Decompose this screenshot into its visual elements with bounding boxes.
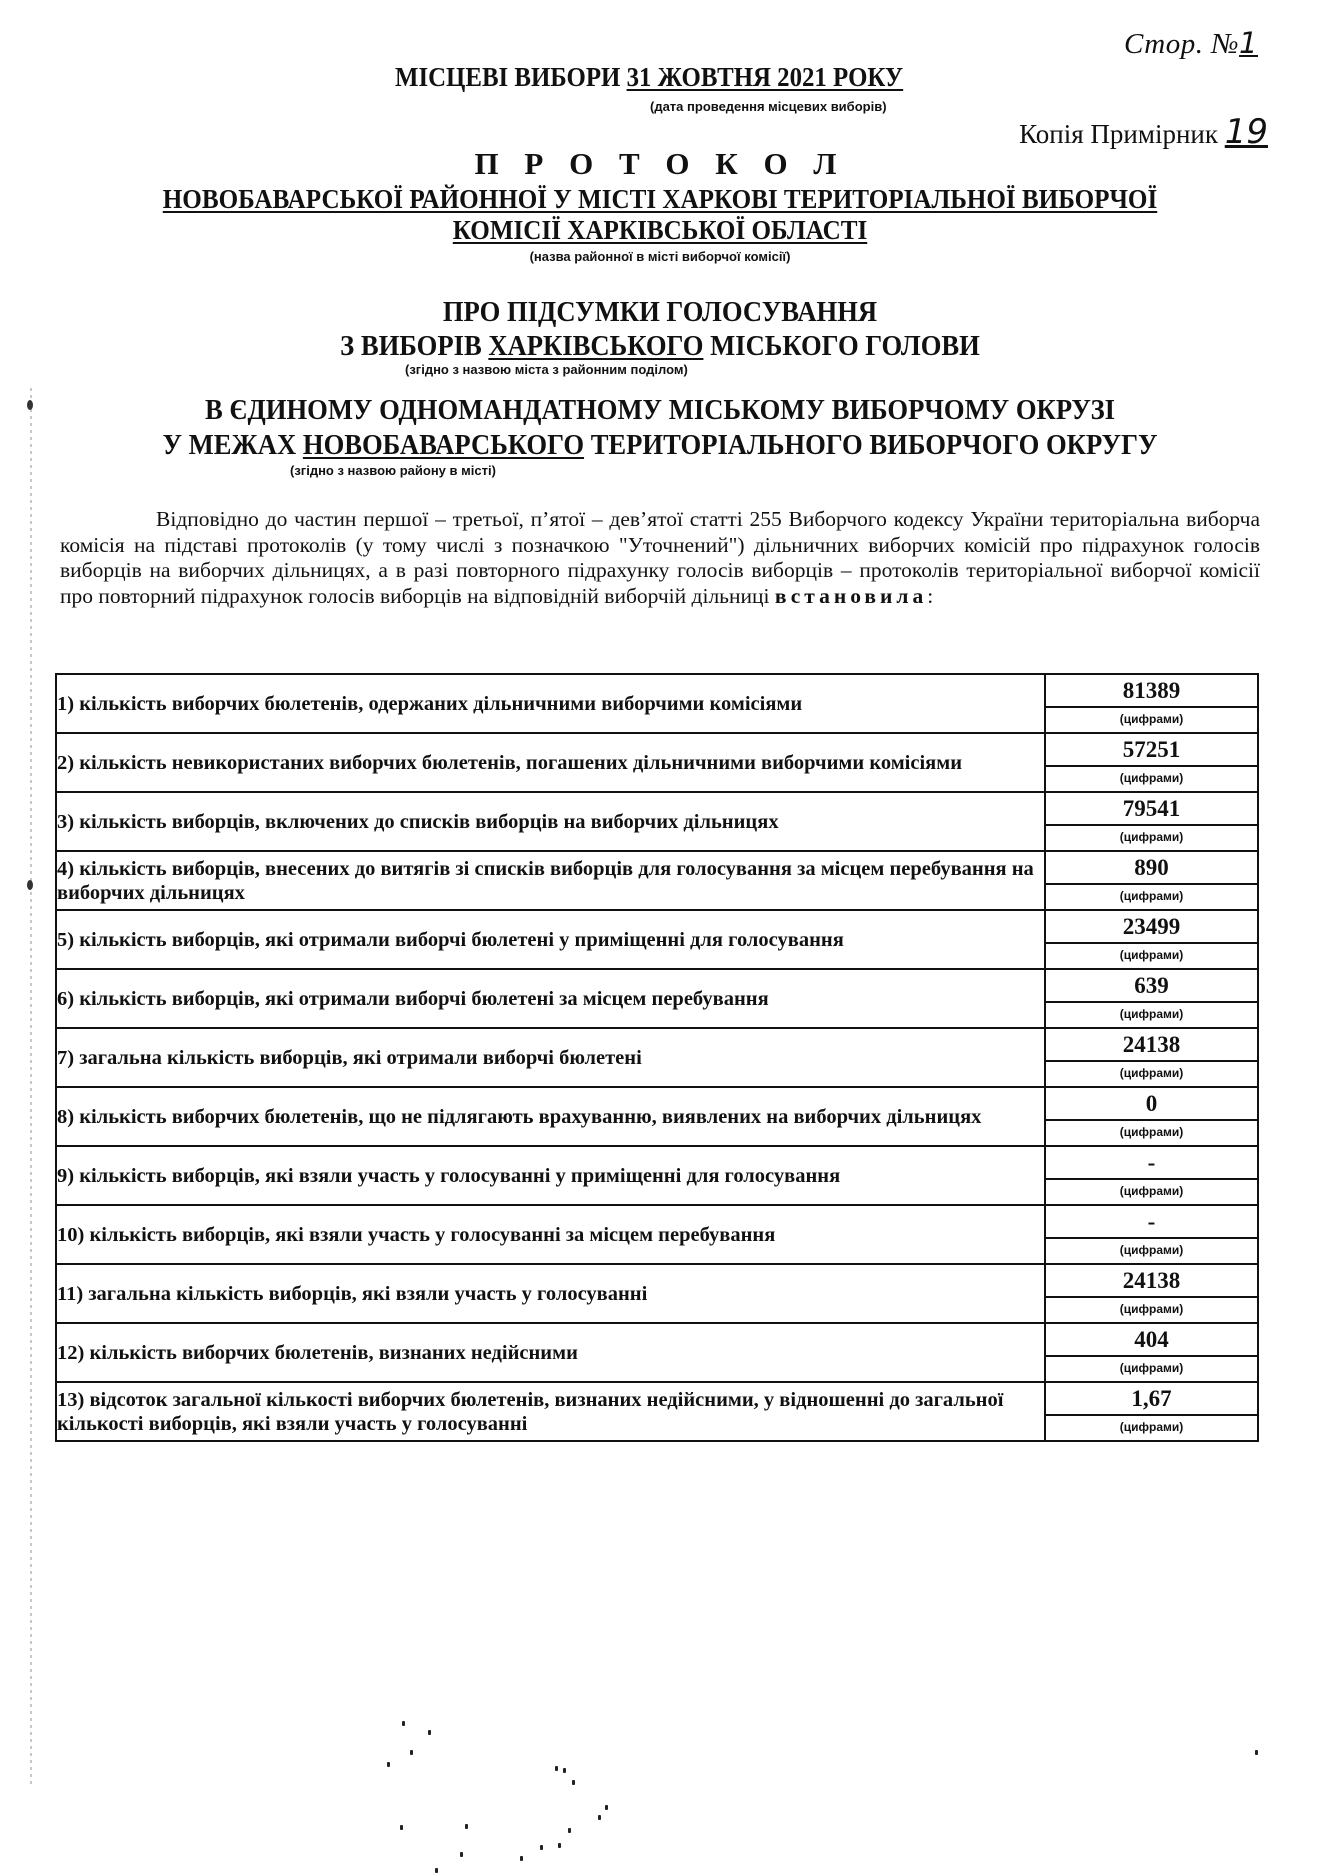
district-caption: (згідно з назвою району в місті): [290, 463, 496, 478]
row-label: 13) відсоток загальної кількості виборчих бюлетенів, визнаних недійсними, у відношенні до загальної кількості виборців, які взяли участь у голосуванні: [56, 1382, 1045, 1441]
row-unit-caption: (цифрами): [1119, 1007, 1184, 1021]
city-caption: (згідно з назвою міста з районним поділом): [405, 362, 688, 377]
row-value-cell: [1045, 1146, 1258, 1205]
row-label: 8) кількість виборчих бюлетенів, що не підлягають врахуванню, виявлених на виборчих дільницях: [56, 1087, 1045, 1146]
row-value-cell: [1045, 792, 1258, 851]
copy-number-value: 19: [1224, 112, 1268, 152]
district-heading-line2: [33, 428, 1287, 463]
commission-name: [46, 184, 1274, 246]
about-heading-line1: ПРО ПІДСУМКИ ГОЛОСУВАННЯ: [442, 297, 878, 328]
table-row: [56, 1146, 1258, 1205]
district-heading-line1: В ЄДИНОМУ ОДНОМАНДАТНОМУ МІСЬКОМУ ВИБОРЧОМУ ОКРУЗІ: [205, 395, 1115, 426]
row-label: 5) кількість виборців, які отримали виборчі бюлетені у приміщенні для голосування: [56, 910, 1045, 969]
row-unit-caption: (цифрами): [1119, 830, 1184, 844]
table-row: [56, 1382, 1258, 1441]
intro-end: :: [927, 583, 934, 608]
table-row: [56, 851, 1258, 910]
row-value: 23499: [1046, 911, 1257, 944]
scan-artifact-line: [30, 388, 32, 1788]
row-value: -: [1046, 1147, 1257, 1180]
scan-noise-speck: [387, 1762, 390, 1767]
commission-caption: (назва районної в місті виборчої комісії): [529, 249, 791, 264]
row-unit-caption: (цифрами): [1119, 1184, 1184, 1198]
row-label: 1) кількість виборчих бюлетенів, одержаних дільничними виборчими комісіями: [56, 674, 1045, 733]
row-label: 12) кількість виборчих бюлетенів, визнаних недійсними: [56, 1323, 1045, 1382]
about-prefix: З ВИБОРІВ: [340, 331, 482, 362]
scan-noise-speck: [465, 1824, 468, 1829]
table-row: [56, 969, 1258, 1028]
scan-artifact-blot: [27, 880, 33, 890]
row-label: 9) кількість виборців, які взяли участь у голосуванні у приміщенні для голосування: [56, 1146, 1045, 1205]
scan-noise-speck: [555, 1766, 558, 1771]
row-value: 404: [1046, 1324, 1257, 1357]
row-value: 81389: [1046, 675, 1257, 708]
row-label: 4) кількість виборців, внесених до витягів зі списків виборців для голосування за місцем перебування на виборчих дільницях: [56, 851, 1045, 910]
table-row: [56, 1087, 1258, 1146]
intro-text: Відповідно до частин першої – третьої, п’ятої – дев’ятої статті 255 Виборчого кодексу України територіальна виборча комісія на підставі протоколів (у тому числі з позначкою "Уточнений") дільничних виборчих комісій про підрахунок голосів виборців на виборчих дільницях, а в разі повторного підрахунку голосів виборців – протоколів територіальної виборчої комісії про повторний підрахунок голосів виборців на відповідній виборчій дільниці: [60, 507, 1260, 608]
row-value-cell: [1045, 969, 1258, 1028]
row-label: 7) загальна кількість виборців, які отримали виборчі бюлетені: [56, 1028, 1045, 1087]
scan-noise-speck: [563, 1768, 566, 1773]
row-value: 79541: [1046, 793, 1257, 826]
copy-number-label: Копія Примірник: [1019, 119, 1218, 149]
row-unit-caption: (цифрами): [1119, 712, 1184, 726]
row-label: 6) кількість виборців, які отримали виборчі бюлетені за місцем перебування: [56, 969, 1045, 1028]
page-number-label: Стор. №: [1124, 28, 1240, 60]
election-date-caption: (дата проведення місцевих виборів): [650, 99, 887, 114]
scan-noise-speck: [558, 1843, 561, 1848]
intro-paragraph: [60, 507, 1260, 609]
row-unit-caption: (цифрами): [1119, 948, 1184, 962]
scan-noise-speck: [435, 1868, 438, 1873]
elections-heading: [395, 62, 903, 93]
row-value-cell: [1045, 851, 1258, 910]
row-unit-caption: (цифрами): [1119, 1243, 1184, 1257]
table-row: [56, 674, 1258, 733]
district-suffix: ТЕРИТОРІАЛЬНОГО ВИБОРЧОГО ОКРУГУ: [590, 430, 1158, 461]
row-unit-caption: (цифрами): [1119, 1361, 1184, 1375]
row-value-cell: [1045, 674, 1258, 733]
scan-noise-speck: [428, 1730, 431, 1735]
row-value: 890: [1046, 852, 1257, 885]
elections-heading-prefix: МІСЦЕВІ ВИБОРИ: [395, 62, 621, 92]
row-value: -: [1046, 1206, 1257, 1239]
row-unit-caption: (цифрами): [1119, 1420, 1184, 1434]
scan-noise-speck: [460, 1852, 463, 1857]
table-row: [56, 1205, 1258, 1264]
table-row: [56, 1264, 1258, 1323]
row-value: 57251: [1046, 734, 1257, 767]
scan-noise-speck: [1255, 1750, 1258, 1755]
about-heading: [33, 296, 1287, 364]
row-value: 24138: [1046, 1265, 1257, 1298]
district-heading: [33, 393, 1287, 463]
scan-noise-speck: [540, 1845, 543, 1850]
row-label: 2) кількість невикористаних виборчих бюлетенів, погашених дільничними виборчими комісіями: [56, 733, 1045, 792]
protocol-title: П Р О Т О К О Л: [474, 146, 846, 181]
scan-noise-speck: [568, 1828, 571, 1833]
scan-noise-speck: [400, 1825, 403, 1830]
row-value-cell: [1045, 1028, 1258, 1087]
scan-noise-speck: [605, 1805, 608, 1810]
commission-name-line2: КОМІСІЇ ХАРКІВСЬКОЇ ОБЛАСТІ: [452, 215, 868, 245]
about-heading-line2: [33, 330, 1287, 364]
table-row: [56, 1028, 1258, 1087]
results-table: [55, 673, 1259, 1442]
row-label: 3) кількість виборців, включених до списків виборців на виборчих дільницях: [56, 792, 1045, 851]
page-number-value: 1: [1239, 26, 1258, 60]
commission-name-line1: НОВОБАВАРСЬКОЇ РАЙОННОЇ У МІСТІ ХАРКОВІ ТЕРИТОРІАЛЬНОЇ ВИБОРЧОЇ: [162, 184, 1158, 214]
scan-noise-speck: [598, 1815, 601, 1820]
row-unit-caption: (цифрами): [1119, 1125, 1184, 1139]
row-unit-caption: (цифрами): [1119, 1066, 1184, 1080]
row-value: 0: [1046, 1088, 1257, 1121]
row-value-cell: [1045, 1205, 1258, 1264]
scan-noise-speck: [520, 1856, 523, 1861]
row-value: 1,67: [1046, 1383, 1257, 1416]
city-name: ХАРКІВСЬКОГО: [488, 331, 704, 362]
row-unit-caption: (цифрами): [1119, 1302, 1184, 1316]
scan-noise-speck: [572, 1780, 575, 1785]
table-row: [56, 733, 1258, 792]
district-prefix: У МЕЖАХ: [162, 430, 297, 461]
scan-noise-speck: [402, 1721, 405, 1726]
row-value-cell: [1045, 1087, 1258, 1146]
election-date: 31 ЖОВТНЯ 2021 РОКУ: [626, 62, 904, 92]
scan-noise-speck: [410, 1750, 413, 1755]
about-suffix: МІСЬКОГО ГОЛОВИ: [710, 331, 980, 362]
page-number: [1124, 26, 1258, 61]
row-value-cell: [1045, 1382, 1258, 1441]
row-label: 10) кількість виборців, які взяли участь у голосуванні за місцем перебування: [56, 1205, 1045, 1264]
row-value-cell: [1045, 1264, 1258, 1323]
row-value-cell: [1045, 910, 1258, 969]
table-row: [56, 792, 1258, 851]
row-value: 24138: [1046, 1029, 1257, 1062]
row-value: 639: [1046, 970, 1257, 1003]
row-label: 11) загальна кількість виборців, які взяли участь у голосуванні: [56, 1264, 1045, 1323]
row-unit-caption: (цифрами): [1119, 889, 1184, 903]
row-unit-caption: (цифрами): [1119, 771, 1184, 785]
table-row: [56, 910, 1258, 969]
table-row: [56, 1323, 1258, 1382]
row-value-cell: [1045, 733, 1258, 792]
district-name: НОВОБАВАРСЬКОГО: [302, 430, 585, 461]
row-value-cell: [1045, 1323, 1258, 1382]
intro-emphasis: встановила: [774, 583, 928, 608]
